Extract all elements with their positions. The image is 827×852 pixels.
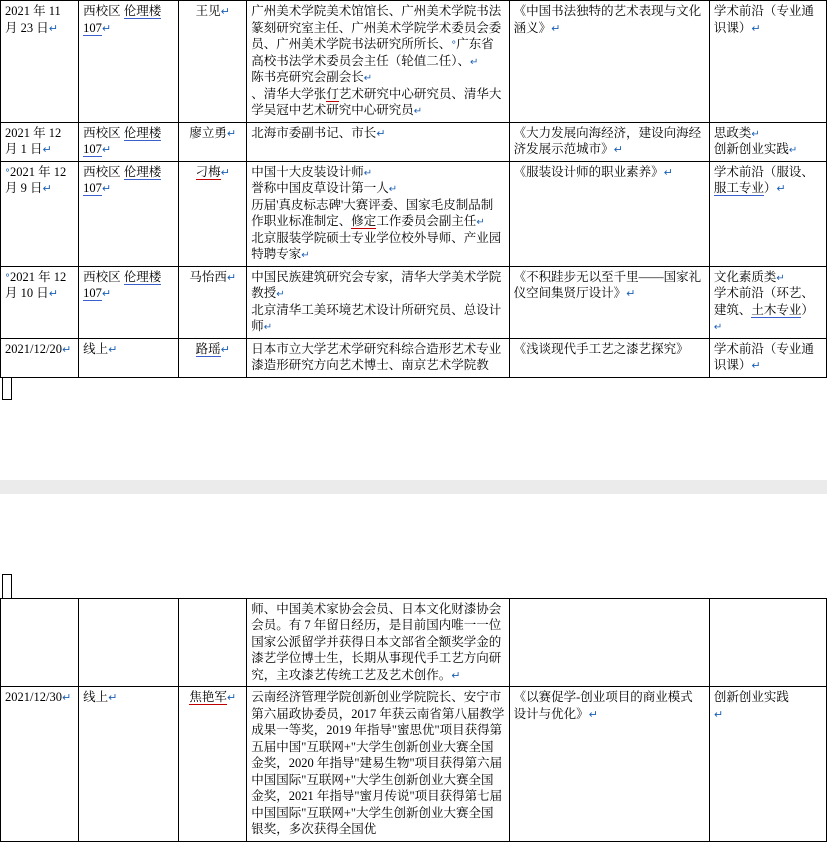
table-row	[1, 1, 827, 123]
cell-speaker	[179, 266, 247, 338]
paragraph-mark-icon: ↵	[613, 143, 623, 156]
cell-topic	[509, 598, 709, 687]
cell-location: 西校区 伦理楼 107↵	[79, 161, 179, 266]
paragraph-mark-icon: ↵	[226, 691, 237, 705]
table-row	[1, 122, 827, 161]
category-text: 创新创业实践	[713, 690, 789, 705]
speaker-name: 王见	[195, 4, 221, 18]
speaker-name: 焦艳军	[189, 690, 227, 705]
category-text: 思政类	[713, 125, 752, 140]
paragraph-mark-icon: ↵	[108, 691, 118, 705]
paragraph-mark-icon: ↵	[101, 287, 112, 301]
cell-date: °2021 年 12 月 9 日↵	[1, 161, 79, 266]
paragraph-mark-icon: ↵	[48, 21, 58, 35]
cell-bio	[247, 266, 509, 338]
bio-line: 历届'真皮标志碑'大赛评委、国家毛皮制品制作职业标准制定、修定工作委员会副主任↵	[251, 197, 494, 229]
cell-date	[1, 122, 79, 161]
topic-text: 《大力发展向海经济，建设向海经济发展示范城市》	[513, 125, 702, 156]
category-text: 文化素质类	[713, 269, 777, 284]
bio-line: 广州美术学院美术馆馆长、广州美术学院书法篆刻研究室主任、广州美术学院学术委员会委员、广州美术学院书法研究所所长、°广东省高校书法学术委员会主任（轮值二任）、↵	[251, 4, 502, 68]
speaker-name: 廖立勇	[189, 125, 227, 140]
cell-date: °2021 年 12 月 10 日↵	[1, 266, 79, 338]
page-bottom-stub	[0, 378, 827, 400]
paragraph-mark-icon: ↵	[61, 691, 72, 705]
cell-speaker	[179, 122, 247, 161]
speaker-name: 路瑶	[195, 341, 221, 356]
cell-topic	[509, 266, 709, 338]
cell-category	[709, 1, 826, 123]
table-row	[1, 266, 827, 338]
category-line: 学术前沿（环艺、建筑、土木专业）↵	[713, 286, 814, 334]
location-underlined: 伦理楼	[123, 125, 162, 140]
date-text: 2021 年 12 月 9 日	[5, 164, 67, 196]
cell-bio	[247, 598, 509, 687]
category-text: 创新创业实践	[713, 142, 789, 156]
stub-cell	[2, 574, 12, 598]
lecture-table-bottom	[0, 598, 827, 842]
page-top-stub	[0, 574, 827, 598]
cell-topic	[509, 161, 709, 266]
topic-text: 《不积跬步无以至千里——国家礼仪空间集贤厅设计》	[513, 269, 702, 301]
speaker-name: 马怡西	[189, 269, 227, 284]
location-room: 107	[83, 286, 102, 301]
bio-line: 中国十大皮装设计师↵	[251, 164, 373, 179]
cell-location: 西校区 伦理楼 107↵	[79, 1, 179, 123]
cell-speaker	[179, 338, 247, 377]
table-row	[1, 161, 827, 266]
location-underlined: 伦理楼	[123, 4, 162, 18]
bio-line: 日本市立大学艺术学研究科综合造形艺术专业漆造形研究方向艺术博士、南京艺术学院教	[251, 341, 502, 373]
location-room: 107	[83, 142, 102, 156]
paragraph-mark-icon: ↵	[588, 707, 598, 721]
date-text: 2021 年 12 月 1 日	[5, 125, 62, 156]
cell-date	[1, 687, 79, 842]
date-text: 2021 年 11 月 23 日	[5, 4, 61, 35]
cell-speaker	[179, 161, 247, 266]
bio-line: 陈书亮研究会副会长↵	[251, 70, 373, 84]
table-row	[1, 338, 827, 377]
date-text: 2021 年 12 月 10 日	[5, 269, 67, 301]
paragraph-mark-icon: ↵	[220, 5, 230, 18]
cell-location: 西校区 伦理楼 107↵	[79, 122, 179, 161]
page-top-margin	[0, 494, 827, 574]
paragraph-mark-icon: ↵	[551, 21, 561, 35]
paragraph-mark-icon: ↵	[451, 668, 461, 682]
cell-bio	[247, 1, 509, 123]
paragraph-mark-icon: ↵	[663, 165, 673, 179]
location-room: 107	[83, 181, 102, 196]
paragraph-mark-icon: ↵	[220, 165, 230, 179]
paragraph-mark-icon: ↵	[42, 143, 52, 156]
stub-cell	[2, 378, 12, 400]
paragraph-mark-icon: ↵	[776, 182, 786, 196]
topic-text: 《中国书法独特的艺术表现与文化涵义》	[513, 4, 702, 35]
paragraph-mark-icon: ↵	[751, 21, 761, 35]
cell-topic	[509, 122, 709, 161]
cell-category	[709, 687, 826, 842]
cell-date	[1, 338, 79, 377]
bio-text: 中国民族建筑研究会专家，清华大学美术学院教授	[251, 269, 502, 301]
cell-location	[79, 338, 179, 377]
paragraph-mark-icon: ↵	[226, 126, 237, 140]
location-underlined: 伦理楼	[123, 269, 162, 284]
bio-line: 北京服装学院硕士专业学位校外导师、产业园特聘专家↵	[251, 230, 502, 262]
paragraph-mark-icon: ↵	[226, 270, 237, 284]
cell-speaker	[179, 598, 247, 687]
cell-category	[709, 598, 826, 687]
lecture-table-top	[0, 0, 827, 378]
category-line: 文化素质类↵	[713, 269, 785, 284]
cell-location: 西校区 伦理楼 107↵	[79, 266, 179, 338]
cell-category: 学术前沿（服设、服工专业）↵	[709, 161, 826, 266]
location-underlined: 伦理楼	[123, 164, 162, 179]
topic-text: 《浅谈现代手工艺之漆艺探究》	[513, 341, 689, 356]
date-text: 2021/12/30	[5, 690, 62, 705]
cell-location	[79, 687, 179, 842]
table-row	[1, 598, 827, 687]
cell-topic	[509, 1, 709, 123]
paragraph-mark-icon: ↵	[61, 342, 72, 356]
category-line: 创新创业实践↵	[713, 142, 798, 156]
paragraph-mark-icon: ↵	[42, 182, 52, 196]
paragraph-mark-icon: ↵	[101, 182, 112, 196]
bio-line: 师、中国美术家协会会员、日本文化财漆协会会员。有 7 年留日经历，是目前国内唯一一位国家公派留学并获得日本文部省全额奖学金的漆艺学位博士生，长期从事现代手工艺方向研究，主攻漆艺传统工艺及艺术创作。	[251, 601, 502, 682]
paragraph-mark-icon: ↵	[751, 359, 761, 373]
paragraph-mark-icon: ↵	[101, 143, 112, 156]
topic-text: 《以赛促学-创业项目的商业模式设计与优化》	[513, 690, 693, 721]
date-text: 2021/12/20	[5, 341, 62, 356]
bio-line: 北海市委副书记、市长	[251, 125, 377, 140]
cell-bio	[247, 338, 509, 377]
location-text: 线上	[83, 690, 109, 705]
category-line: 思政类↵	[713, 125, 760, 140]
page-bottom-margin	[0, 400, 827, 480]
cell-location	[79, 598, 179, 687]
bio-line: 、清华大学张仃艺术研究中心研究员、清华大学吴冠中艺术研究中心研究员↵	[251, 86, 502, 117]
category-text: 学术前沿（专业通识课）	[713, 4, 814, 35]
location-room: 107	[83, 20, 102, 35]
cell-speaker	[179, 687, 247, 842]
paragraph-mark-icon: ↵	[101, 21, 112, 35]
speaker-name: 刁梅	[195, 164, 221, 179]
bio-line: 云南经济管理学院创新创业学院院长、安宁市第六届政协委员，2017 年获云南省第八届教学成果一等奖，2019 年指导"蜜思优"项目获得第五届中国"互联网+"大学生创新创业大赛全国金奖，2020 年指导"建易生物"项目获得第六届中国国际"互联网+"大学生创新创业大赛全国金奖，2021 年指导"蜜月传说"项目获得第七届中国国际"互联网+"大学生创新创业大赛全国银奖，多次获得全国优	[251, 690, 505, 837]
paragraph-mark-icon: ↵	[376, 126, 386, 140]
paragraph-mark-icon: ↵	[713, 707, 724, 721]
paragraph-mark-icon: ↵	[220, 342, 230, 356]
paragraph-mark-icon: ↵	[626, 287, 636, 301]
paragraph-mark-icon: ↵	[108, 342, 118, 356]
topic-text: 《服装设计师的职业素养》	[513, 164, 664, 179]
cell-bio	[247, 687, 509, 842]
cell-category: 学术前沿（专业通识课）↵	[709, 338, 826, 377]
cell-topic	[509, 338, 709, 377]
table-row	[1, 687, 827, 842]
page-separator	[0, 480, 827, 494]
cell-speaker	[179, 1, 247, 123]
cell-bio	[247, 122, 509, 161]
bio-line: 誉称中国皮草设计第一人↵	[251, 181, 398, 196]
bio-line: 北京清华工美环境艺术设计所研究员、总设计师↵	[251, 302, 502, 334]
paragraph-mark-icon: ↵	[48, 287, 58, 301]
location-text: 线上	[83, 341, 109, 356]
bio-line: 中国民族建筑研究会专家，清华大学美术学院教授↵	[251, 269, 502, 301]
cell-category	[709, 266, 826, 338]
bio-text: 北京清华工美环境艺术设计所研究员、总设计师	[251, 302, 502, 334]
cell-topic	[509, 687, 709, 842]
cell-date	[1, 1, 79, 123]
cell-date	[1, 598, 79, 687]
cell-bio	[247, 161, 509, 266]
cell-category	[709, 122, 826, 161]
